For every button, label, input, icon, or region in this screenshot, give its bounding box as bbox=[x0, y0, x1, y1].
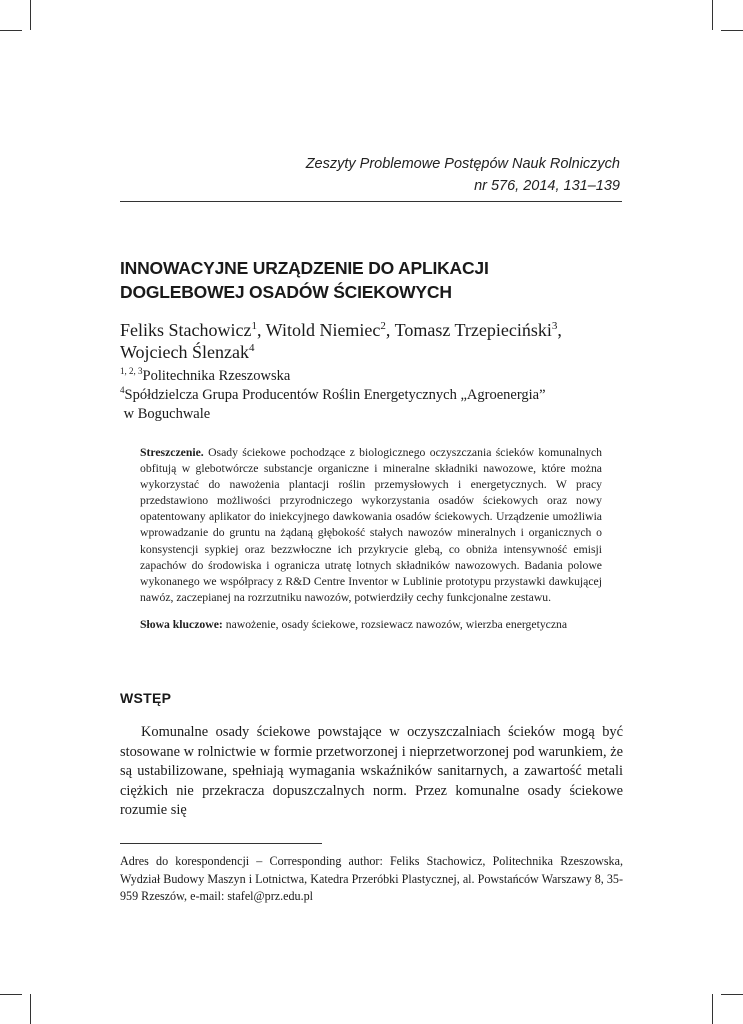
journal-issue: nr 576, 2014, 131–139 bbox=[474, 178, 620, 194]
body-text bbox=[120, 723, 623, 821]
title-line: INNOWACYJNE URZĄDZENIE DO APLIKACJI bbox=[120, 258, 489, 278]
header-rule bbox=[120, 201, 622, 202]
article-title bbox=[120, 256, 640, 304]
footnote-text: Adres do korespondencji – Corresponding author: Feliks Stachowicz, Politechnika Rzeszowska, Wydział Budowy Maszyn i Lotnictwa, Katedra Przeróbki Plastycznej, al. Powstańców Warszawy 8, 35-959 Rzeszów, e-mail: stafel@prz.edu.pl bbox=[120, 854, 623, 904]
affiliation-sup: 1, 2, 3 bbox=[120, 366, 143, 377]
abstract bbox=[140, 445, 602, 633]
abstract-paragraph bbox=[140, 445, 602, 606]
crop-mark bbox=[712, 994, 713, 1024]
author-name: Witold Niemiec bbox=[265, 320, 381, 340]
footnote-rule bbox=[120, 843, 322, 844]
journal-name: Zeszyty Problemowe Postępów Nauk Rolniczych bbox=[305, 156, 620, 172]
journal-header bbox=[120, 153, 620, 197]
keywords-text: nawożenie, osady ściekowe, rozsiewacz nawozów, wierzba energetyczna bbox=[225, 617, 568, 631]
crop-mark bbox=[712, 0, 713, 30]
author-sup: 4 bbox=[249, 342, 255, 354]
author-sup: 3 bbox=[551, 320, 558, 332]
crop-mark bbox=[0, 994, 22, 995]
author-name: Tomasz Trzepieciński bbox=[394, 320, 552, 340]
author-name: Wojciech Ślenzak bbox=[120, 342, 249, 362]
crop-mark bbox=[721, 30, 743, 31]
affiliation-text: Spółdzielcza Grupa Producentów Roślin Energetycznych „Agroenergia” bbox=[124, 387, 546, 403]
section-heading: WSTĘP bbox=[120, 690, 172, 706]
affiliation-text: Politechnika Rzeszowska bbox=[142, 368, 291, 384]
affiliation-sup: 4 bbox=[120, 385, 125, 396]
title-line: DOGLEBOWEJ OSADÓW ŚCIEKOWYCH bbox=[120, 282, 452, 302]
author-list: Feliks Stachowicz$^1$, Witold Niemiec$^2$, Tomasz Trzepieciński$^3$, Wojciech Ślenzak$^4$ bbox=[120, 320, 562, 362]
affiliation bbox=[120, 367, 640, 386]
abstract-text: Osady ściekowe pochodzące z biologicznego oczyszczania ścieków komunalnych obfitują w glebotwórcze substancje organiczne i mineralne składniki nawozowe, które można wykorzystać do nawożenia plantacji roślin przemysłowych i energetycznych. W pracy przedstawiono możliwości przyrodniczego wykorzystania osadów ściekowych oraz nowy opatentowany aplikator do iniekcyjnego dawkowania osadów ściekowych. Urządzenie umożliwia wprowadzanie do gruntu na żądaną głębokość stałych nawozów mineralnych i organicznych o konsystencji sypkiej oraz bezzwłoczne ich przykrycie glebą, co obniża intensywność emisji zapachów do środowiska i ogranicza utratę lotnych składników nawozowych. Badania polowe wykonanego we współpracy z R&D Centre Inventor w Lublinie prototypu przystawki dawkującej nawóz, zaczepianej na rozrzutniku nawozów, potwierdziły cechy funkcjonalne zestawu. bbox=[140, 446, 602, 604]
crop-mark bbox=[0, 30, 22, 31]
author-sup: 2 bbox=[380, 320, 386, 332]
footnote bbox=[120, 853, 623, 906]
keywords-paragraph bbox=[140, 617, 602, 633]
author-name: Feliks Stachowicz bbox=[120, 320, 252, 340]
affiliation bbox=[120, 386, 640, 405]
abstract-label: Streszczenie. bbox=[140, 446, 204, 459]
keywords-label: Słowa kluczowe: bbox=[140, 617, 223, 631]
affiliations bbox=[120, 367, 640, 424]
crop-mark bbox=[721, 994, 743, 995]
affiliation-text: w Boguchwale bbox=[120, 406, 211, 422]
affiliation bbox=[120, 405, 640, 424]
crop-mark bbox=[30, 994, 31, 1024]
body-paragraph: Komunalne osady ściekowe powstające w oczyszczalniach ścieków mogą być stosowane w rolnictwie w formie przetworzonej i nieprzetworzonej pod warunkiem, że są ustabilizowane, spełniają wymagania wskaźników sanitarnych, a zawartość metali ciężkich nie przekracza dopuszczalnych norm. Przez komunalne osady ściekowe rozumie się bbox=[120, 724, 623, 819]
crop-mark bbox=[30, 0, 31, 30]
author-sup: 1 bbox=[251, 320, 257, 332]
